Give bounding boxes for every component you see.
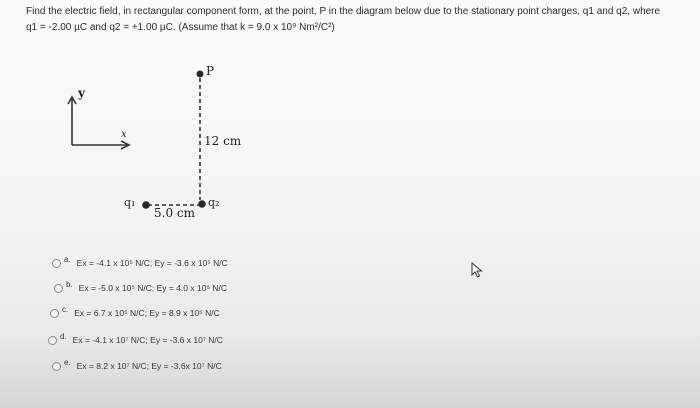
option-d-text: Ex = -4.1 x 10⁷ N/C; Ey = -3.6 x 10⁷ N/C bbox=[72, 335, 223, 345]
option-d-letter: d. bbox=[60, 331, 67, 341]
option-e-text: Ex = 8.2 x 10⁷ N/C; Ey = -3.6x 10⁷ N/C bbox=[76, 361, 222, 371]
option-a-text: Ex = -4.1 x 10⁵ N/C; Ey = -3.6 x 10⁵ N/C bbox=[76, 258, 228, 268]
charge-q1-label: q₁ bbox=[124, 196, 136, 209]
option-c-letter: c. bbox=[62, 304, 69, 314]
point-p-label: P bbox=[206, 64, 215, 78]
option-e[interactable] bbox=[52, 357, 222, 371]
mouse-pointer-icon bbox=[471, 262, 483, 278]
option-c-text: Ex = 6.7 x 10⁵ N/C; Ey = 8.9 x 10⁵ N/C bbox=[74, 308, 220, 318]
option-c[interactable] bbox=[50, 304, 220, 318]
charge-q1-dot bbox=[142, 201, 150, 209]
option-a[interactable] bbox=[52, 254, 228, 268]
horizontal-distance-label: 5.0 cm bbox=[154, 206, 195, 220]
charge-q2-label: q₂ bbox=[208, 196, 220, 209]
y-axis-label: y bbox=[78, 86, 85, 100]
option-a-letter: a. bbox=[64, 254, 71, 264]
x-axis-label: x bbox=[121, 129, 127, 140]
option-b-letter: b. bbox=[66, 279, 73, 289]
option-e-letter: e. bbox=[64, 357, 71, 367]
point-p-dot bbox=[197, 71, 204, 78]
charge-q2-dot bbox=[198, 200, 206, 208]
coordinate-axes bbox=[68, 97, 129, 149]
option-c-radio[interactable] bbox=[50, 309, 59, 318]
option-b[interactable] bbox=[54, 279, 227, 293]
option-b-text: Ex = -5.0 x 10⁵ N/C; Ey = 4.0 x 10⁵ N/C bbox=[78, 283, 227, 293]
vertical-distance-label: 12 cm bbox=[204, 134, 242, 148]
option-e-radio[interactable] bbox=[52, 362, 61, 371]
question-line-2: q1 = -2.00 µC and q2 = +1.00 µC. (Assume that k = 9.0 x 10⁹ Nm²/C²) bbox=[26, 22, 335, 33]
question-line-1: Find the electric field, in rectangular component form, at the point, P in the diagram below due to the stationary point charges, q1 and q2, where bbox=[26, 6, 661, 17]
option-b-radio[interactable] bbox=[54, 284, 63, 293]
option-d-radio[interactable] bbox=[48, 336, 57, 345]
option-a-radio[interactable] bbox=[52, 259, 61, 268]
option-d[interactable] bbox=[48, 331, 223, 345]
